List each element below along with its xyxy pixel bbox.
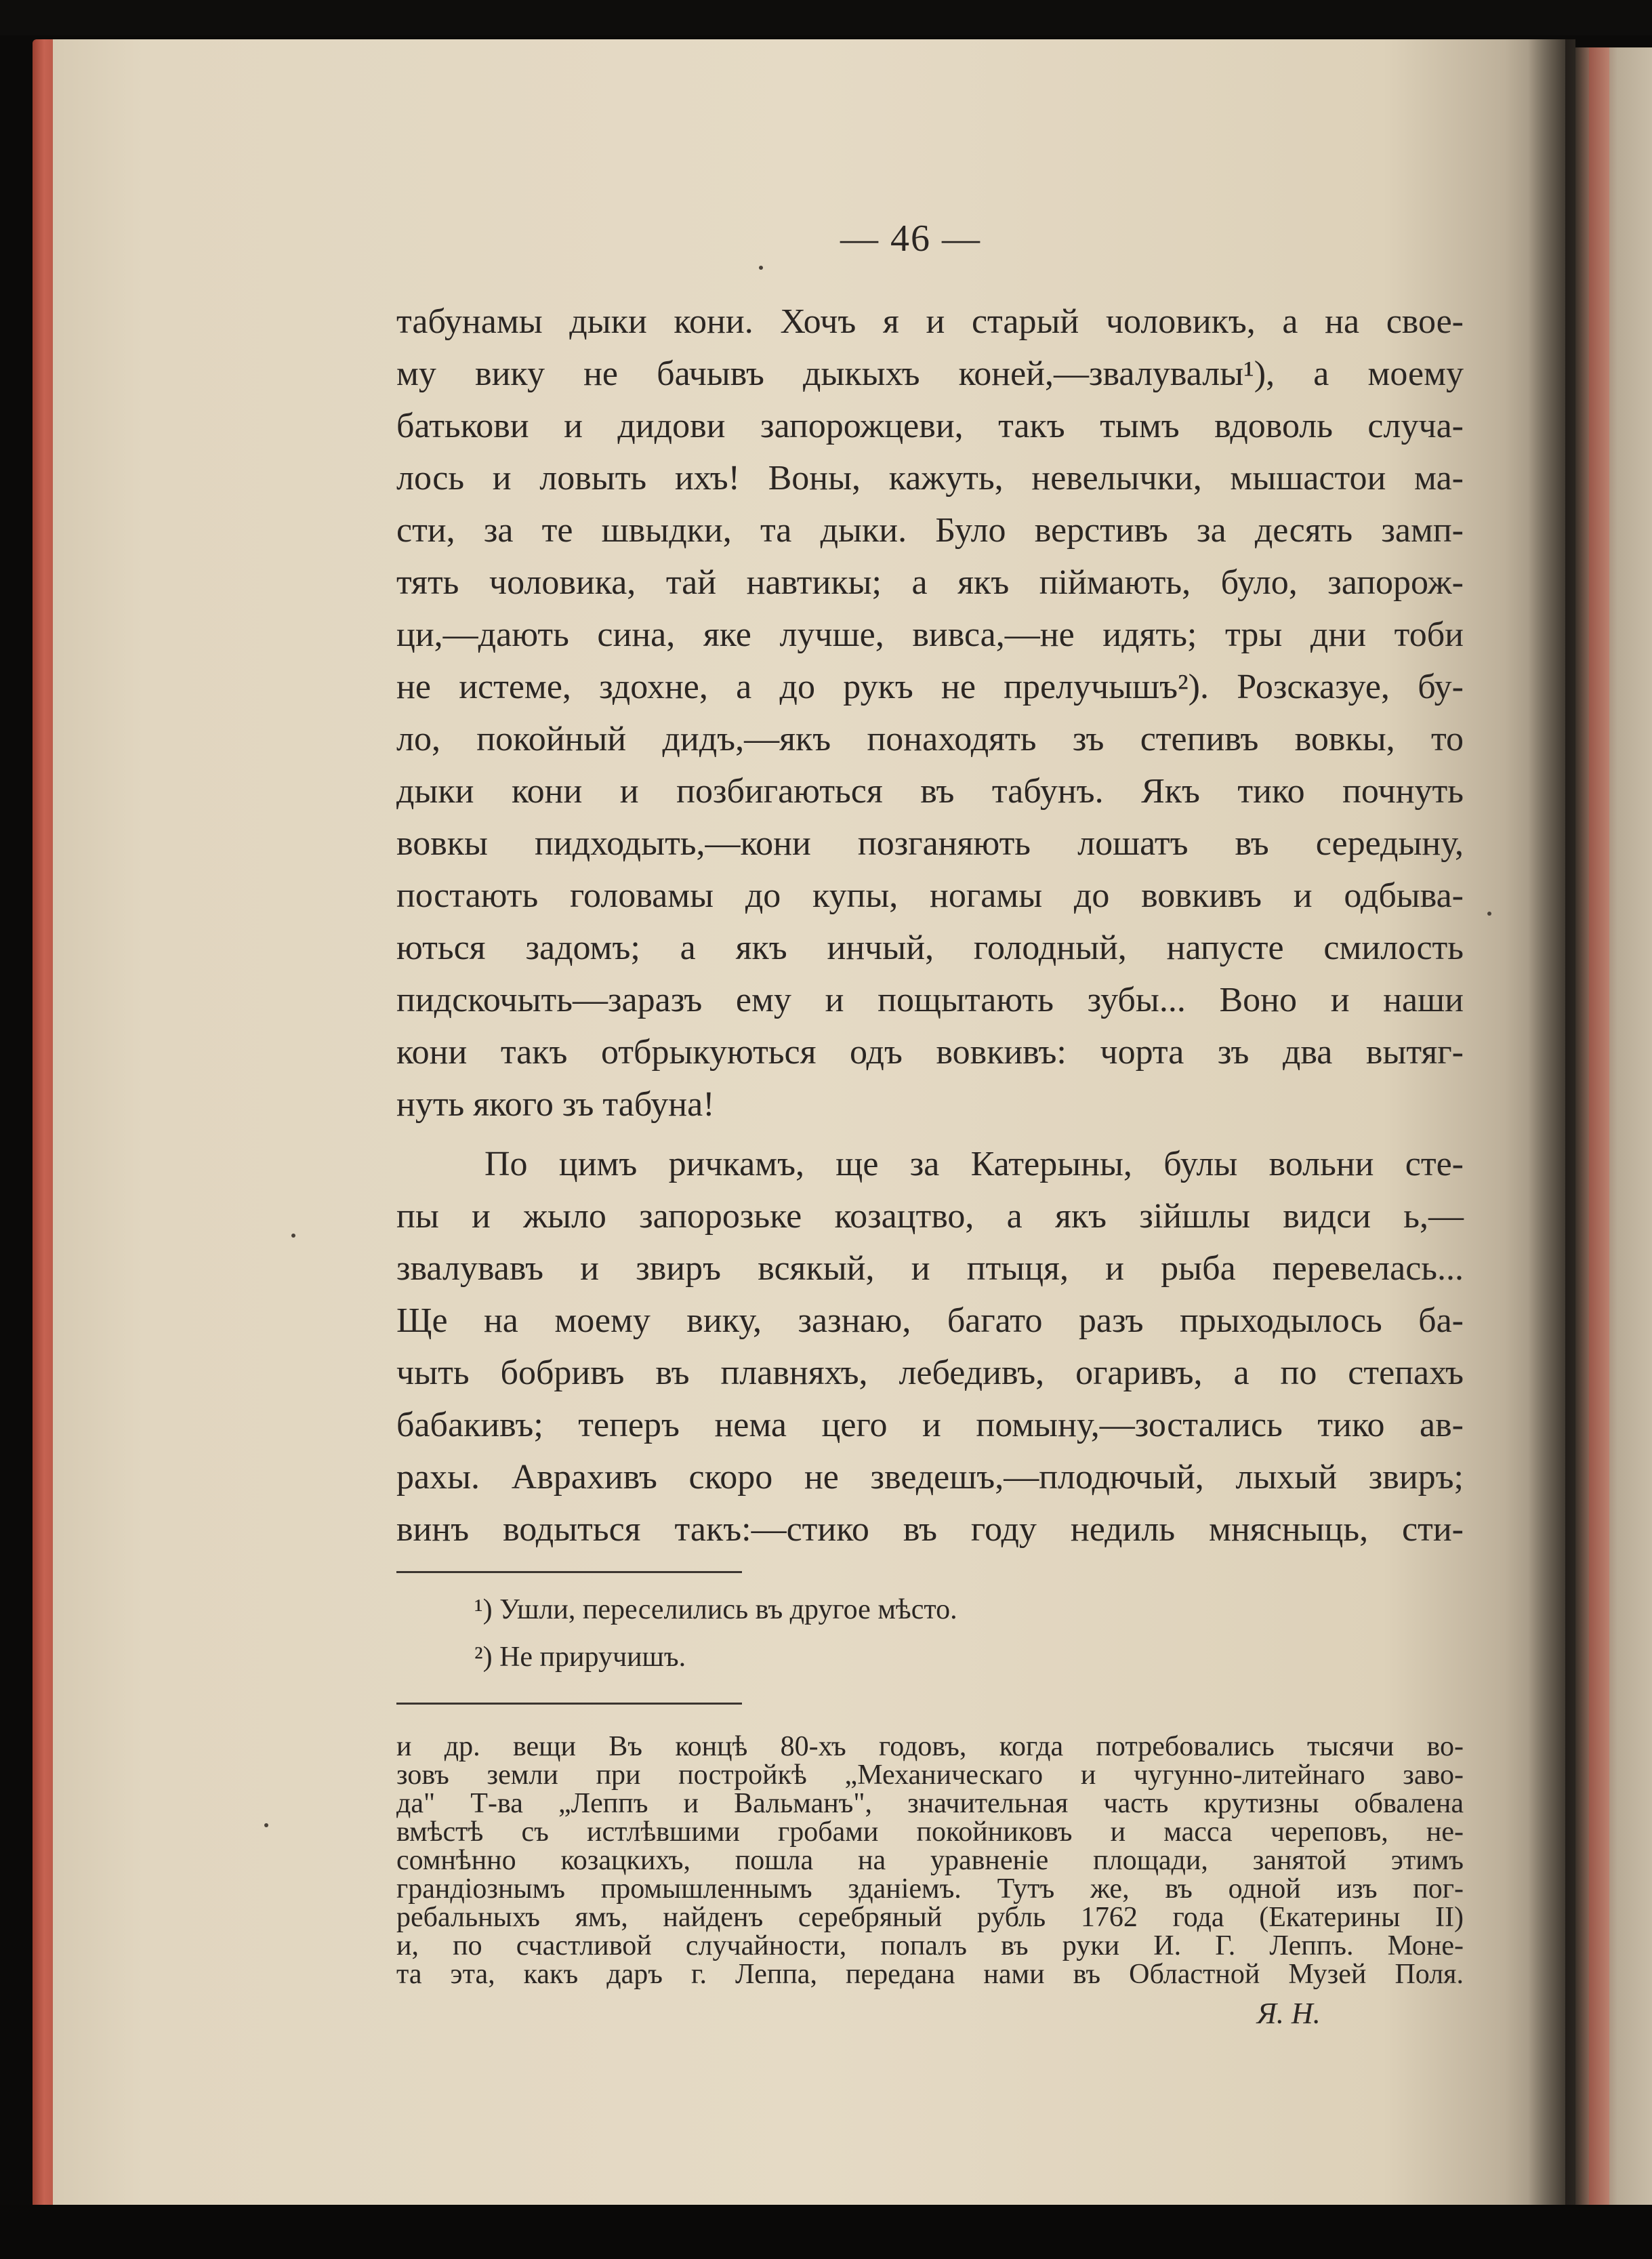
body-line: дыки кони и позбигаються въ табунъ. Якъ тико почнуть (396, 772, 1464, 811)
body-line: батькови и дидови запорожцеви, такъ тымъ вдоволь случа- (396, 407, 1464, 445)
body-line: бабакивъ; теперъ нема цего и помыну,—зостались тико ав- (396, 1406, 1464, 1444)
page-number: — 46 — (840, 218, 981, 260)
body-line: винъ водыться такъ:—стико въ году недиль мнясныць, сти- (396, 1510, 1464, 1549)
note-line: зовъ земли при постройкѣ „Механическаго и чугунно-литейнаго заво- (396, 1759, 1464, 1791)
body-line: сти, за те швыдки, та дыки. Було верстивъ за десять замп- (396, 511, 1464, 550)
paper-speck (264, 1823, 268, 1827)
note-line: вмѣстѣ съ истлѣвшими гробами покойниковъ и масса череповъ, не- (396, 1816, 1464, 1848)
footnote-2: ²) Не приручишъ. (474, 1642, 686, 1673)
body-line: вовкы пидходыть,—кони позганяють лошатъ въ середыну, (396, 824, 1464, 863)
body-line: ло, покойный дидъ,—якъ понаходять зъ степивъ вовкы, то (396, 720, 1464, 758)
facing-page-edge (1575, 47, 1652, 2223)
note-line: да" Т-ва „Лeппъ и Вальманъ", значительная часть крутизны обвалена (396, 1788, 1464, 1819)
note-line: ребальныхъ ямъ, найденъ серебряный рубль 1762 года (Екатерины II) (396, 1902, 1464, 1933)
body-line: звалувавъ и звиръ всякый, и птыця, и рыба перевелась... (396, 1249, 1464, 1288)
scan-background-bottom (0, 2205, 1652, 2259)
body-line-indent: По цимъ ричкамъ, ще за Катерыны, булы вольни сте- (484, 1145, 1464, 1183)
body-line: тять чоловика, тай навтикы; а якъ пiймають, було, запорож- (396, 563, 1464, 602)
paper-speck (1487, 912, 1491, 916)
body-line: кони такъ отбрыкуються одъ вовкивъ: чорта зъ два вытяг- (396, 1033, 1464, 1072)
page-gutter-shadow (1528, 39, 1575, 2226)
body-line: нуть якого зъ табуна! (396, 1085, 715, 1124)
footnote-divider (396, 1571, 742, 1573)
note-line: и др. вещи Въ концѣ 80-хъ годовъ, когда потребовались тысячи во- (396, 1731, 1464, 1762)
scan-background-top (0, 0, 1652, 35)
facing-page-red-edge (1589, 47, 1609, 2223)
paper-speck (291, 1234, 295, 1238)
footnote-1: ¹) Ушли, переселились въ другое мѣсто. (474, 1594, 957, 1625)
body-line: ються задомъ; а якъ инчый, голодный, напусте смилость (396, 929, 1464, 967)
body-line: лось и ловыть ихъ! Воны, кажуть, невелычки, мышастои ма- (396, 459, 1464, 497)
body-line: постають головамы до купы, ногамы до вовкивъ и одбыва- (396, 876, 1464, 915)
body-line: пы и жыло запорозьке козацтво, а якъ зiйшлы видси ь,— (396, 1197, 1464, 1236)
note-divider (396, 1703, 742, 1705)
note-line: грандiознымъ промышленнымъ зданiемъ. Тутъ же, въ одной изъ пог- (396, 1873, 1464, 1905)
note-line: сомнѣнно козацкихъ, пошла на уравненiе площади, занятой этимъ (396, 1845, 1464, 1876)
body-line: пидскочыть—заразъ ему и пощытають зубы... Воно и наши (396, 981, 1464, 1019)
note-line: та эта, какъ даръ г. Леппа, передана нами въ Областной Музей Поля. (396, 1959, 1464, 1990)
body-line: ци,—дають сина, яке лучше, вивса,—не идять; тры дни тоби (396, 615, 1464, 654)
body-line: табунамы дыки кони. Хочъ я и старый чоловикъ, а на свое- (396, 302, 1464, 341)
note-line: и, по счастливой случайности, попалъ въ руки И. Г. Леппъ. Моне- (396, 1930, 1464, 1961)
body-line: чыть бобривъ въ плавняхъ, лебедивъ, огаривъ, а по степахъ (396, 1354, 1464, 1392)
paper-speck (759, 266, 763, 270)
body-line: рахы. Аврахивъ скоро не зведешъ,—плодючый, лыхый звиръ; (396, 1458, 1464, 1497)
body-line: не истеме, здохне, а до рукъ не прелучышъ²). Розсказуе, бу- (396, 668, 1464, 706)
signature: Я. Н. (1257, 1997, 1321, 2030)
body-line: му вику не бачывъ дыкыхъ коней,—звалувалы¹), а моему (396, 354, 1464, 393)
body-line: Ще на моему вику, зазнаю, багато разъ прыходылось ба- (396, 1301, 1464, 1340)
